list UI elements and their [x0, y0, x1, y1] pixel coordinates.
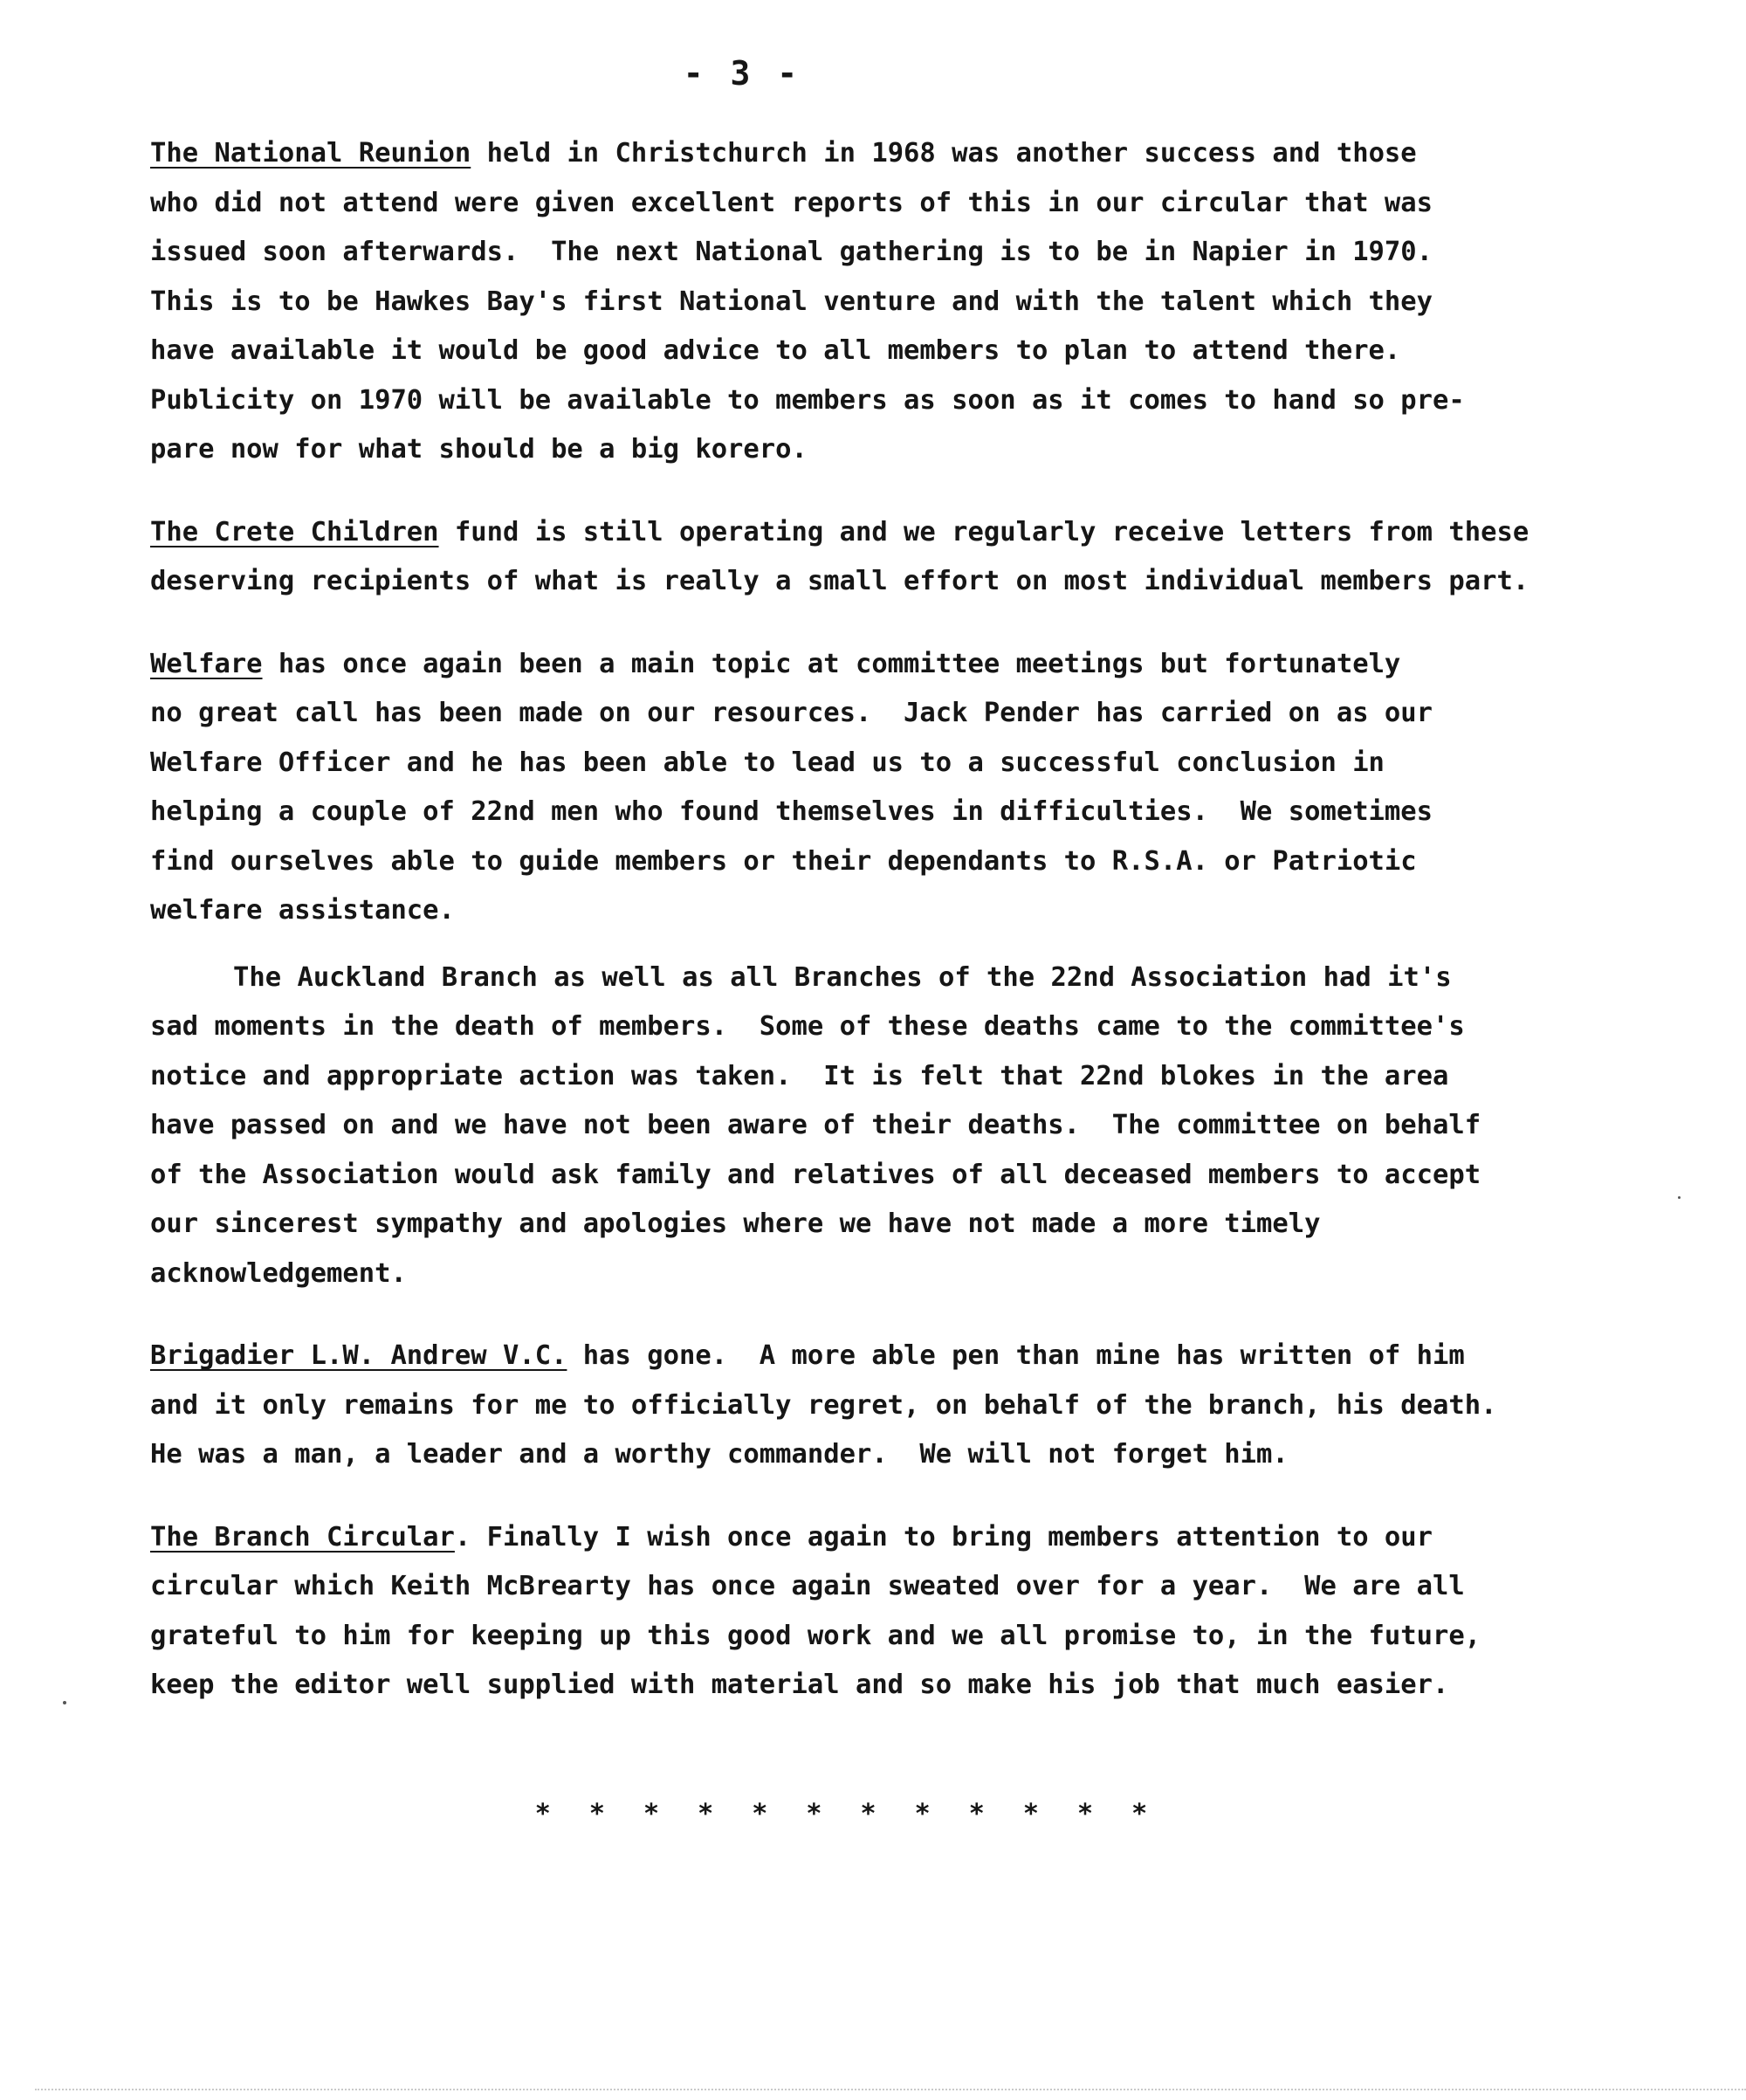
text-line: Publicity on 1970 will be available to members as soon as it comes to hand so pre- — [150, 384, 1465, 416]
section-heading-welfare: Welfare — [150, 648, 263, 679]
text-line: deserving recipients of what is really a small effort on most individual members part. — [150, 566, 1529, 596]
text-line — [150, 508, 1634, 558]
text-line: grateful to him for keeping up this good work and we all promise to, in the future, — [150, 1620, 1481, 1651]
text-line: acknowledgement. — [150, 1257, 407, 1289]
scan-speck — [63, 1701, 66, 1704]
text-line: find ourselves able to guide members or their dependants to R.S.A. or Patriotic — [150, 845, 1417, 877]
section-heading-brigadier-andrew: Brigadier L.W. Andrew V.C. — [150, 1340, 567, 1371]
scan-speck — [1678, 1196, 1681, 1199]
text-line: This is to be Hawkes Bay's first National venture and with the talent which they — [150, 286, 1433, 317]
section-heading-crete-children: The Crete Children — [150, 516, 439, 547]
text-line — [150, 129, 1634, 179]
text-line: of the Association would ask family and relatives of all deceased members to accept — [150, 1159, 1481, 1190]
line-text: . Finally I wish once again to bring members attention to our — [454, 1521, 1433, 1553]
letter-body — [150, 129, 1634, 1711]
paragraph-brigadier-andrew — [150, 1332, 1634, 1480]
text-line: pare now for what should be a big korero. — [150, 434, 808, 465]
text-line: who did not attend were given excellent reports of this in our circular that was — [150, 187, 1433, 218]
text-line: welfare assistance. — [150, 895, 455, 926]
paragraph-crete-children — [150, 508, 1634, 607]
line-text: held in Christchurch in 1968 was another success and those — [471, 138, 1417, 169]
text-line: keep the editor well supplied with material and so make his job that much easier. — [150, 1670, 1449, 1700]
text-line — [150, 1332, 1634, 1381]
text-line: issued soon afterwards. The next National gathering is to be in Napier in 1970. — [150, 237, 1433, 267]
paragraph-welfare — [150, 640, 1634, 936]
page-number: - 3 - — [683, 54, 801, 93]
text-line: The Auckland Branch as well as all Branches of the 22nd Association had it's — [233, 961, 1452, 993]
text-line: notice and appropriate action was taken. It is felt that 22nd blokes in the area — [150, 1060, 1449, 1091]
section-heading-national-reunion: The National Reunion — [150, 138, 471, 169]
line-text: fund is still operating and we regularly receive letters from these — [438, 516, 1529, 547]
section-heading-branch-circular: The Branch Circular — [150, 1521, 455, 1553]
text-line: circular which Keith McBrearty has once again sweated over for a year. We are all — [150, 1571, 1465, 1601]
text-line: have available it would be good advice to all members to plan to attend there. — [150, 335, 1401, 366]
paragraph-national-reunion — [150, 129, 1634, 475]
text-line: our sincerest sympathy and apologies where we have not made a more timely — [150, 1208, 1321, 1239]
text-line — [150, 1513, 1634, 1563]
asterisk-separator: * * * * * * * * * * * * — [534, 1799, 1159, 1829]
text-line: have passed on and we have not been aware of their deaths. The committee on behalf — [150, 1110, 1481, 1140]
paragraph-branch-circular — [150, 1513, 1634, 1711]
line-text: has once again been a main topic at committee meetings but fortunately — [262, 648, 1401, 679]
line-text: has gone. A more able pen than mine has written of him — [567, 1340, 1465, 1371]
text-line: He was a man, a leader and a worthy commander. We will not forget him. — [150, 1439, 1289, 1470]
text-line: sad moments in the death of members. Some of these deaths came to the committee's — [150, 1011, 1465, 1042]
paragraph-auckland-branch — [150, 954, 1634, 1299]
text-line: Welfare Officer and he has been able to lead us to a successful conclusion in — [150, 747, 1385, 778]
scan-bottom-edge — [35, 2089, 1746, 2092]
text-line: helping a couple of 22nd men who found themselves in difficulties. We sometimes — [150, 796, 1433, 827]
text-line: and it only remains for me to officially regret, on behalf of the branch, his death. — [150, 1389, 1497, 1421]
text-line: no great call has been made on our resources. Jack Pender has carried on as our — [150, 698, 1433, 728]
text-line — [150, 640, 1634, 690]
